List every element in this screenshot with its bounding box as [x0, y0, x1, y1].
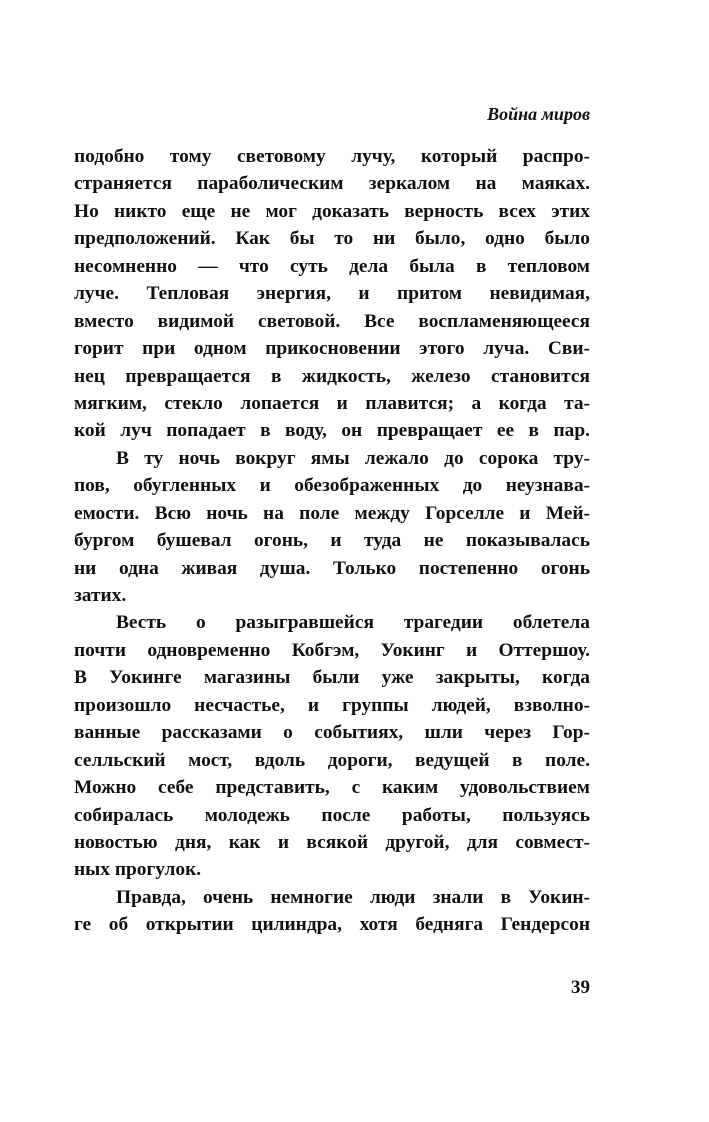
text-line: селльский мост, вдоль дороги, ведущей в поле.	[74, 749, 590, 771]
text-line: ни одна живая душа. Только постепенно огонь	[74, 557, 590, 579]
running-head: Война миров	[487, 104, 590, 124]
text-line: горит при одном прикосновении этого луча. Сви-	[74, 338, 590, 360]
text-line: бургом бушевал огонь, и туда не показывалась	[74, 530, 590, 552]
text-line: Но никто еще не мог доказать верность всех этих	[74, 200, 590, 222]
text-line: пов, обугленных и обезображенных до неузнава-	[74, 475, 590, 497]
text-line: нец превращается в жидкость, железо становится	[74, 365, 590, 387]
text-line: мягким, стекло лопается и плавится; а когда та-	[74, 392, 590, 414]
text-line: произошло несчастье, и группы людей, взволно-	[74, 694, 590, 716]
text-line: страняется параболическим зеркалом на маяках.	[74, 173, 590, 195]
text-line: В Уокинге магазины были уже закрыты, когда	[74, 667, 590, 689]
text-line: луче. Тепловая энергия, и притом невидимая,	[74, 283, 590, 305]
page-number: 39	[571, 977, 590, 998]
text-line: Правда, очень немногие люди знали в Уокин-	[116, 886, 590, 908]
text-line: несомненно — что суть дела была в тепловом	[74, 255, 590, 277]
text-line: кой луч попадает в воду, он превращает ее в пар.	[74, 420, 590, 442]
text-line: Можно себе представить, с каким удовольствием	[74, 777, 590, 799]
text-line: вместо видимой световой. Все воспламеняющееся	[74, 310, 590, 332]
text-line: ванные рассказами о событиях, шли через Гор-	[74, 722, 590, 744]
text-line: подобно тому световому лучу, который распро-	[74, 146, 590, 167]
text-line: емости. Всю ночь на поле между Горселле и Мей-	[74, 502, 590, 524]
text-line: предположений. Как бы то ни было, одно было	[74, 228, 590, 250]
text-line: В ту ночь вокруг ямы лежало до сорока тру-	[116, 447, 590, 469]
text-line: затих.	[74, 585, 127, 606]
text-line: ных прогулок.	[74, 859, 202, 881]
text-line: почти одновременно Кобгэм, Уокинг и Оттершоу.	[74, 639, 590, 661]
body-text	[74, 143, 590, 939]
text-line: новостью дня, как и всякой другой, для совмест-	[74, 831, 590, 853]
text-line: Весть о разыгравшейся трагедии облетела	[116, 612, 590, 634]
text-line: ге об открытии цилиндра, хотя бедняга Гендерсон	[74, 914, 590, 936]
text-line: собиралась молодежь после работы, пользуясь	[74, 804, 590, 826]
